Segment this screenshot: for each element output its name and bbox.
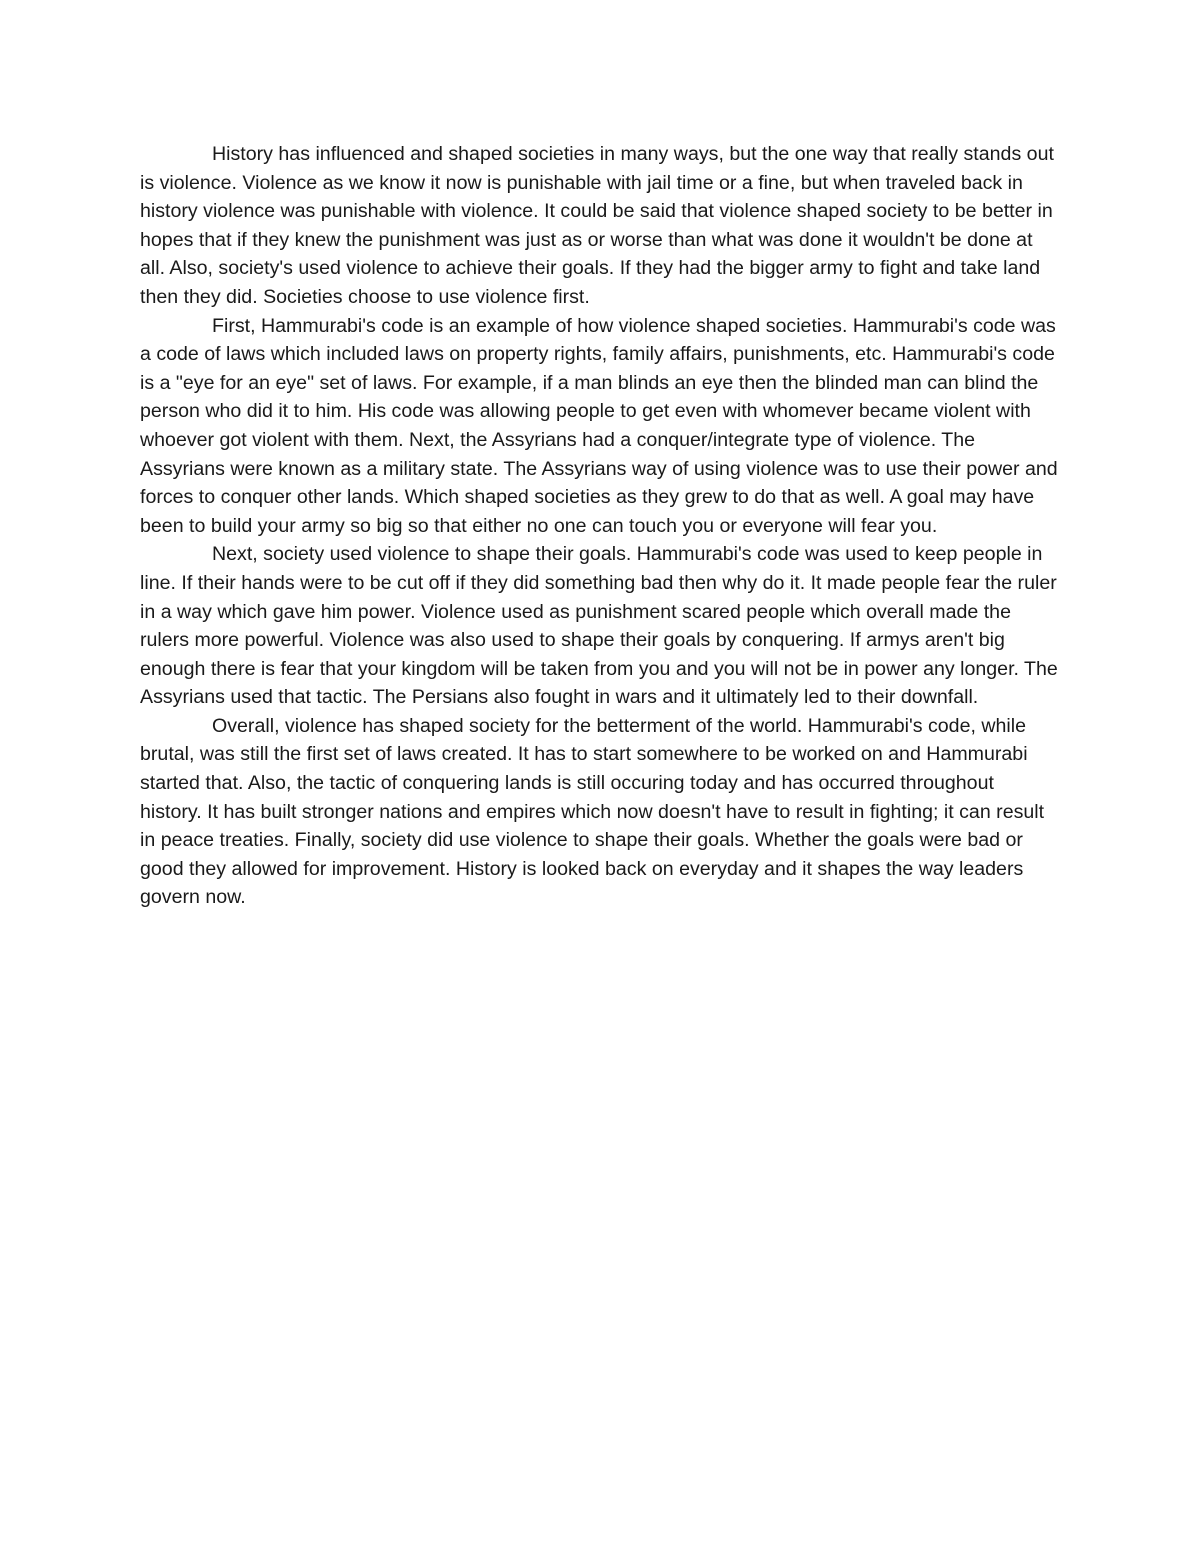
essay-body [140, 140, 1060, 912]
paragraph-2: First, Hammurabi's code is an example of how violence shaped societies. Hammurabi's code was a code of laws which included laws on property rights, family affairs, punishments, etc. Hammurabi's code is a "eye for an eye" set of laws. For example, if a man blinds an eye then the blinded man can blind the person who did it to him. His code was allowing people to get even with whomever became violent with whoever got violent with them. Next, the Assyrians had a conquer/integrate type of violence. The Assyrians were known as a military state. The Assyrians way of using violence was to use their power and forces to conquer other lands. Which shaped societies as they grew to do that as well. A goal may have been to build your army so big so that either no one can touch you or everyone will fear you. [140, 314, 1058, 537]
paragraph-3: Next, society used violence to shape their goals. Hammurabi's code was used to keep people in line. If their hands were to be cut off if they did something bad then why do it. It made people fear the ruler in a way which gave him power. Violence used as punishment scared people which overall made the rulers more powerful. Violence was also used to shape their goals by conquering. If armys aren't big enough there is fear that your kingdom will be taken from you and you will not be in power any longer. The Assyrians used that tactic. The Persians also fought in wars and it ultimately led to their downfall. [140, 543, 1058, 709]
paragraph-1: History has influenced and shaped societies in many ways, but the one way that really stands out is violence. Violence as we know it now is punishable with jail time or a fine, but when traveled back in history violence was punishable with violence. It could be said that violence shaped society to be better in hopes that if they knew the punishment was just as or worse than what was done it wouldn't be done at all. Also, society's used violence to achieve their goals. If they had the bigger army to fight and take land then they did. Societies choose to use violence first. [140, 143, 1054, 308]
paragraph-4: Overall, violence has shaped society for the betterment of the world. Hammurabi's code, while brutal, was still the first set of laws created. It has to start somewhere to be worked on and Hammurabi started that. Also, the tactic of conquering lands is still occuring today and has occurred throughout history. It has built stronger nations and empires which now doesn't have to result in fighting; it can result in peace treaties. Finally, society did use violence to shape their goals. Whether the goals were bad or good they allowed for improvement. History is looked back on everyday and it shapes the way leaders govern now. [140, 714, 1045, 909]
